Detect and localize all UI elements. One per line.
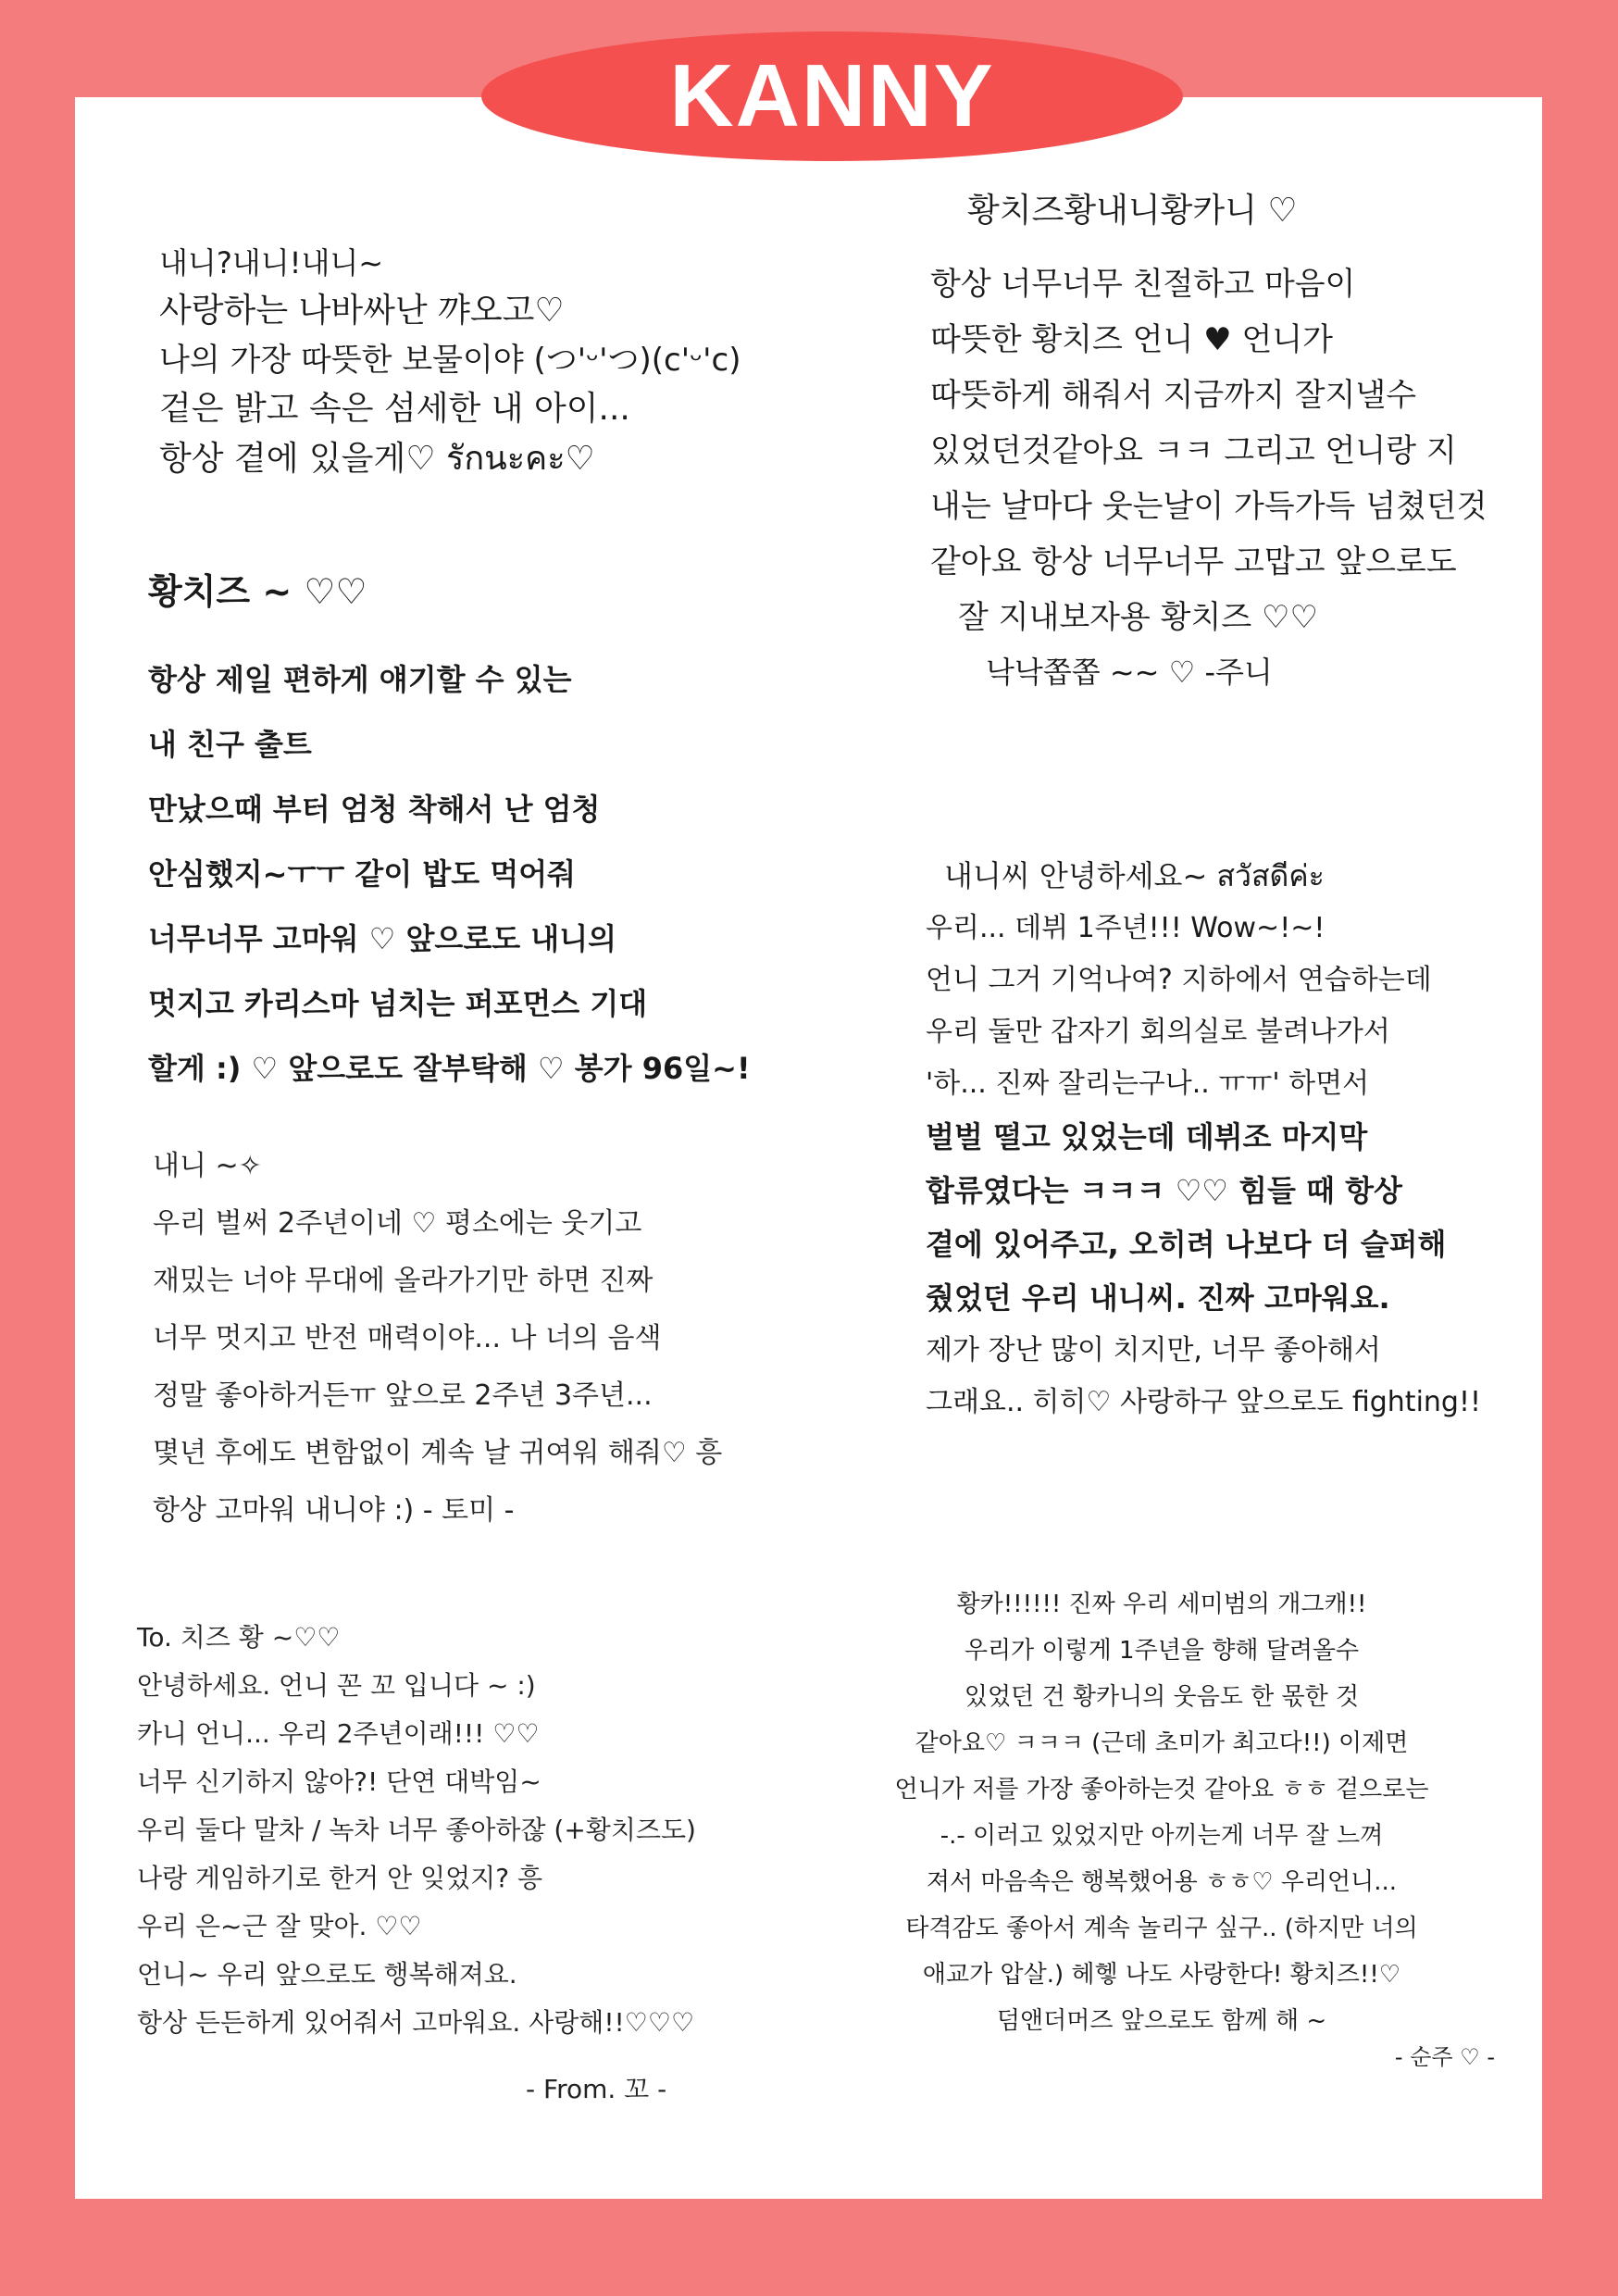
note-line: 같아요♡ ㅋㅋㅋ (근데 초미가 최고다!!) 이제면 [915, 1729, 1409, 1757]
note-sunju [828, 1592, 1495, 2068]
note-line: 잘 지내보자용 황치즈 ♡♡ [958, 599, 1318, 636]
page-title: KANNY [669, 46, 995, 145]
note-line: 할게 :) ♡ 앞으로도 잘부탁해 ♡ 봉가 96일~! [148, 1051, 751, 1086]
note-line: 너무 신기하지 않아?! 단연 대박임~ [137, 1766, 541, 1797]
note-line: 정말 좋아하거든ㅠ 앞으로 2주년 3주년... [153, 1379, 653, 1412]
note-line: 겉은 밝고 속은 섬세한 내 아이... [159, 390, 630, 428]
note-line: 있었던 건 황카니의 웃음도 한 몫한 것 [964, 1683, 1360, 1711]
note-nani [159, 245, 741, 478]
note-line: 우리 둘다 말차 / 녹차 너무 좋아하잖 (+황치즈도) [137, 1815, 696, 1845]
note-signature: 항상 고마워 내니야 :) - 토미 - [153, 1494, 515, 1527]
note-line: 내니씨 안녕하세요~ สวัสดีค่ะ [944, 858, 1325, 893]
note-from-kko [137, 1622, 696, 2104]
note-hwangchijeu [148, 571, 751, 1086]
note-line: 나의 가장 따뜻한 보물이야 (つ'ᵕ'つ)(c'ᵕ'c) [159, 342, 741, 379]
note-line: 내 친구 출트 [148, 727, 312, 762]
note-line: 안심했지~ㅜㅜ 같이 밥도 먹어줘 [148, 856, 577, 892]
note-line: 같아요 항상 너무너무 고맙고 앞으로도 [930, 543, 1457, 580]
note-line: 따뜻하게 해줘서 지금까지 잘지낼수 [930, 377, 1417, 414]
note-tomi [153, 1150, 723, 1527]
note-line: 항상 든든하게 있어줘서 고마워요. 사랑해!!♡♡♡ [137, 2007, 695, 2038]
note-juni [930, 192, 1487, 690]
note-heading: 황치즈황내니황카니 ♡ [967, 192, 1298, 230]
note-signature: - 순주 ♡ - [1394, 2044, 1495, 2070]
note-line: 사랑하는 나바싸난 꺄오고♡ [159, 292, 565, 330]
note-heading: 황치즈 ~ ♡♡ [148, 571, 367, 612]
note-line: 만났으때 부터 엄청 착해서 난 엄청 [148, 792, 601, 827]
note-line: 우리가 이렇게 1주년을 향해 달려올수 [964, 1637, 1360, 1665]
note-line: 항상 너무너무 친절하고 마음이 [930, 266, 1356, 303]
note-line: 줬었던 우리 내니씨. 진짜 고마워요. [926, 1280, 1390, 1316]
note-line: 너무 멋지고 반전 매력이야... 나 너의 음색 [153, 1322, 662, 1354]
note-line: 따뜻한 황치즈 언니 ♥ 언니가 [930, 321, 1333, 358]
note-line: 합류였다는 ㅋㅋㅋ ♡♡ 힘들 때 항상 [926, 1173, 1402, 1208]
note-line: 벌벌 떨고 있었는데 데뷔조 마지막 [926, 1119, 1368, 1154]
note-line: 우리 은~근 잘 맞아. ♡♡ [137, 1911, 422, 1941]
note-line: 언니 그거 기억나여? 지하에서 연습하는데 [926, 964, 1432, 996]
note-line: 항상 곁에 있을게♡ รักนะคะ♡ [159, 440, 595, 478]
note-line: 내니?내니!내니~ [159, 245, 384, 281]
title-badge [481, 31, 1183, 161]
note-line: -.- 이러고 있었지만 아끼는게 너무 잘 느껴 [940, 1822, 1384, 1850]
note-line: 나랑 게임하기로 한거 안 잊었지? 흥 [137, 1863, 543, 1893]
note-line: 애교가 압살.) 헤헿 나도 사랑한다! 황치즈!!♡ [922, 1961, 1401, 1989]
note-line: 너무너무 고마워 ♡ 앞으로도 내니의 [148, 921, 617, 956]
note-line: 언니~ 우리 앞으로도 행복해져요. [137, 1959, 517, 1990]
note-line: 멋지고 카리스마 넘치는 퍼포먼스 기대 [148, 986, 648, 1021]
note-nani-ssi [926, 858, 1482, 1418]
note-line: 언니가 저를 가장 좋아하는것 같아요 ㅎㅎ 겉으로는 [894, 1776, 1429, 1803]
note-line: 카니 언니... 우리 2주년이래!!! ♡♡ [137, 1718, 540, 1749]
note-signature: 낙낙쫍쫍 ~~ ♡ -주니 [986, 655, 1273, 690]
note-line: 우리... 데뷔 1주년!!! Wow~!~! [926, 912, 1326, 944]
note-line: 재밌는 너야 무대에 올라가기만 하면 진짜 [153, 1265, 653, 1297]
note-line: 제가 장난 많이 치지만, 너무 좋아해서 [926, 1334, 1381, 1366]
note-line: 그래요.. 히히♡ 사랑하구 앞으로도 fighting!! [926, 1386, 1482, 1418]
note-line: 몇년 후에도 변함없이 계속 날 귀여워 해줘♡ 흥 [153, 1437, 723, 1469]
note-line: 황카!!!!!! 진짜 우리 세미범의 개그캐!! [956, 1591, 1367, 1618]
note-line: 덤앤더머즈 앞으로도 함께 해 ~ [996, 2007, 1327, 2035]
note-signature: - From. 꼬 - [526, 2074, 667, 2104]
note-line: 있었던것같아요 ㅋㅋ 그리고 언니랑 지 [930, 432, 1457, 469]
note-line: 내는 날마다 웃는날이 가득가득 넘쳤던것 [930, 488, 1487, 525]
note-line: 내니 ~✧ [153, 1150, 262, 1182]
note-line: 타격감도 좋아서 계속 놀리구 싶구.. (하지만 너의 [905, 1915, 1418, 1942]
note-line: 안녕하세요. 언니 꼰 꼬 입니다 ~ :) [137, 1670, 536, 1701]
note-line: 우리 벌써 2주년이네 ♡ 평소에는 웃기고 [153, 1207, 642, 1240]
note-line: 우리 둘만 갑자기 회의실로 불려나가서 [926, 1016, 1390, 1048]
note-line: 져서 마음속은 행복했어용 ㅎㅎ♡ 우리언니... [926, 1868, 1398, 1896]
note-line: '하... 진짜 잘리는구나.. ㅠㅠ' 하면서 [926, 1067, 1370, 1100]
note-line: 항상 제일 편하게 얘기할 수 있는 [148, 662, 572, 697]
note-line: To. 치즈 황 ~♡♡ [137, 1622, 341, 1653]
note-line: 곁에 있어주고, 오히려 나보다 더 슬퍼해 [926, 1227, 1447, 1262]
